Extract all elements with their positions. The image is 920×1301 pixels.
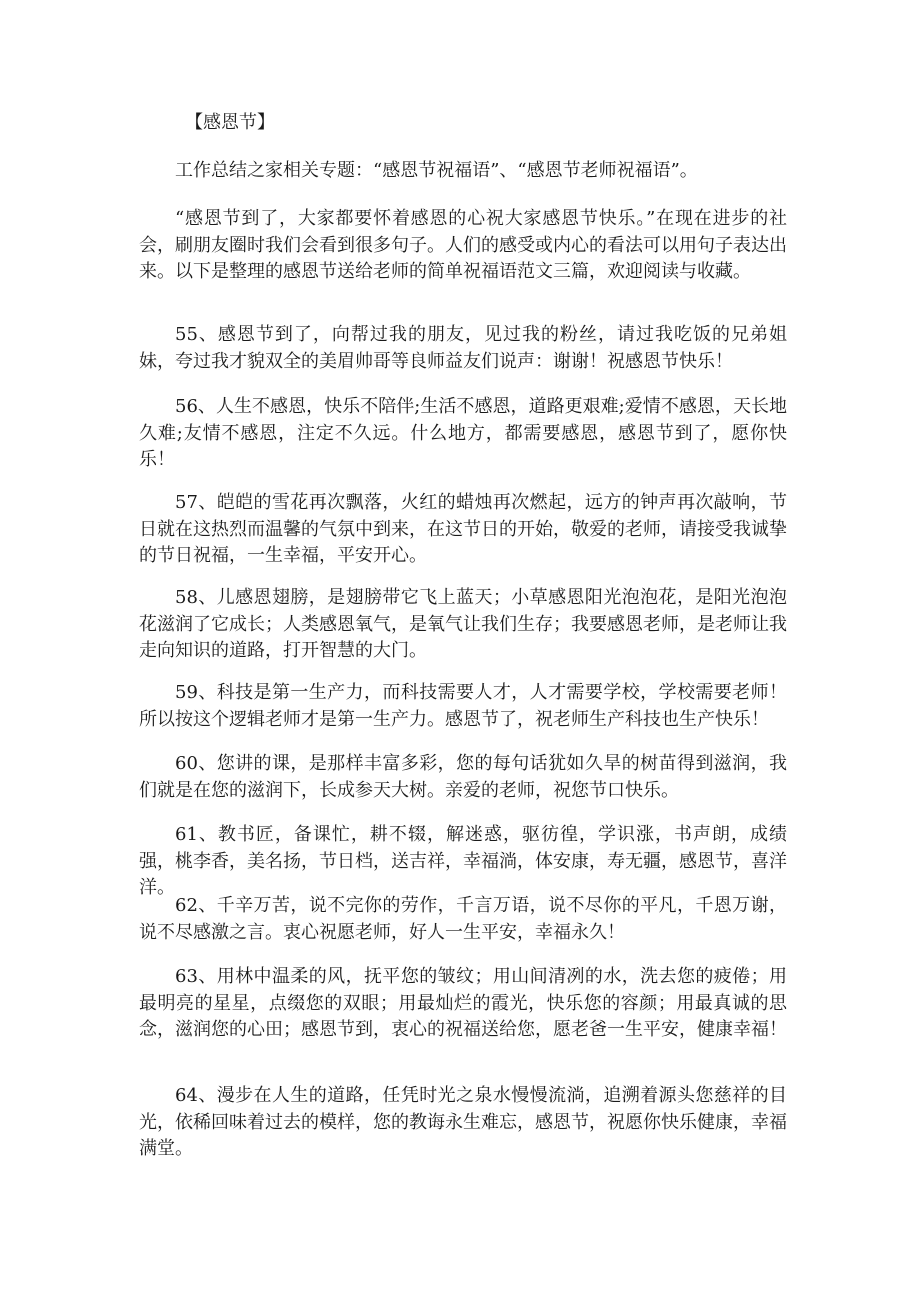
wish-56: 56、人生不感恩，快乐不陪伴;生活不感恩，道路更艰难;爱情不感恩，天长地久难;友情不感恩，注定不久远。什么地方，都需要感恩，感恩节到了，愿你快乐！ — [139, 396, 787, 470]
wish-58: 58、儿感恩翅膀，是翅膀带它飞上蓝天；小草感恩阳光泡泡花，是阳光泡泡花滋润了它成长；人类感恩氧气，是氧气让我们生存；我要感恩老师，是老师让我走向知识的道路，打开智慧的大门。 — [139, 587, 787, 661]
intro-paragraph: “感恩节到了，大家都要怀着感恩的心祝大家感恩节快乐。”在现在进步的社会，刷朋友圈时我们会看到很多句子。人们的感受或内心的看法可以用句子表达出来。以下是整理的感恩节送给老师的简单祝福语范文三篇，欢迎阅读与收藏。 — [139, 208, 787, 282]
wish-57: 57、皑皑的雪花再次飘落，火红的蜡烛再次燃起，远方的钟声再次敲响，节日就在这热烈而温馨的气氛中到来，在这节日的开始，敬爱的老师，请接受我诚挚的节日祝福，一生幸福，平安开心。 — [139, 492, 787, 566]
wish-64: 64、漫步在人生的道路，任凭时光之泉水慢慢流淌，追溯着源头您慈祥的目光，依稀回味着过去的模样，您的教诲永生难忘，感恩节，祝愿你快乐健康，幸福满堂。 — [139, 1085, 787, 1159]
wish-63: 63、用林中温柔的风，抚平您的皱纹；用山间清冽的水，洗去您的疲倦；用最明亮的星星，点缀您的双眼；用最灿烂的霞光，快乐您的容颜；用最真诚的思念，滋润您的心田；感恩节到，衷心的祝福送给您，愿老爸一生平安，健康幸福！ — [139, 966, 787, 1040]
document-heading: 【感恩节】 — [185, 112, 275, 133]
intro-line: 工作总结之家相关专题：“感恩节祝福语”、“感恩节老师祝福语”。 — [175, 160, 698, 181]
wish-59: 59、科技是第一生产力，而科技需要人才，人才需要学校，学校需要老师！所以按这个逻辑老师才是第一生产力。感恩节了，祝老师生产科技也生产快乐！ — [139, 682, 787, 730]
wish-55: 55、感恩节到了，向帮过我的朋友，见过我的粉丝，请过我吃饭的兄弟姐妹，夸过我才貌双全的美眉帅哥等良师益友们说声：谢谢！祝感恩节快乐！ — [139, 324, 787, 372]
wish-61: 61、教书匠，备课忙，耕不辍，解迷惑，驱彷徨，学识涨，书声朗，成绩强，桃李香，美名扬，节日档，送吉祥，幸福淌，体安康，寿无疆，感恩节，喜洋洋。 — [139, 824, 787, 898]
wish-62: 62、千辛万苦，说不完你的劳作，千言万语，说不尽你的平凡，千恩万谢，说不尽感激之言。衷心祝愿老师，好人一生平安，幸福永久！ — [139, 895, 787, 943]
wish-60: 60、您讲的课，是那样丰富多彩，您的每句话犹如久旱的树苗得到滋润，我们就是在您的滋润下，长成参天大树。亲爱的老师，祝您节口快乐。 — [139, 753, 787, 801]
